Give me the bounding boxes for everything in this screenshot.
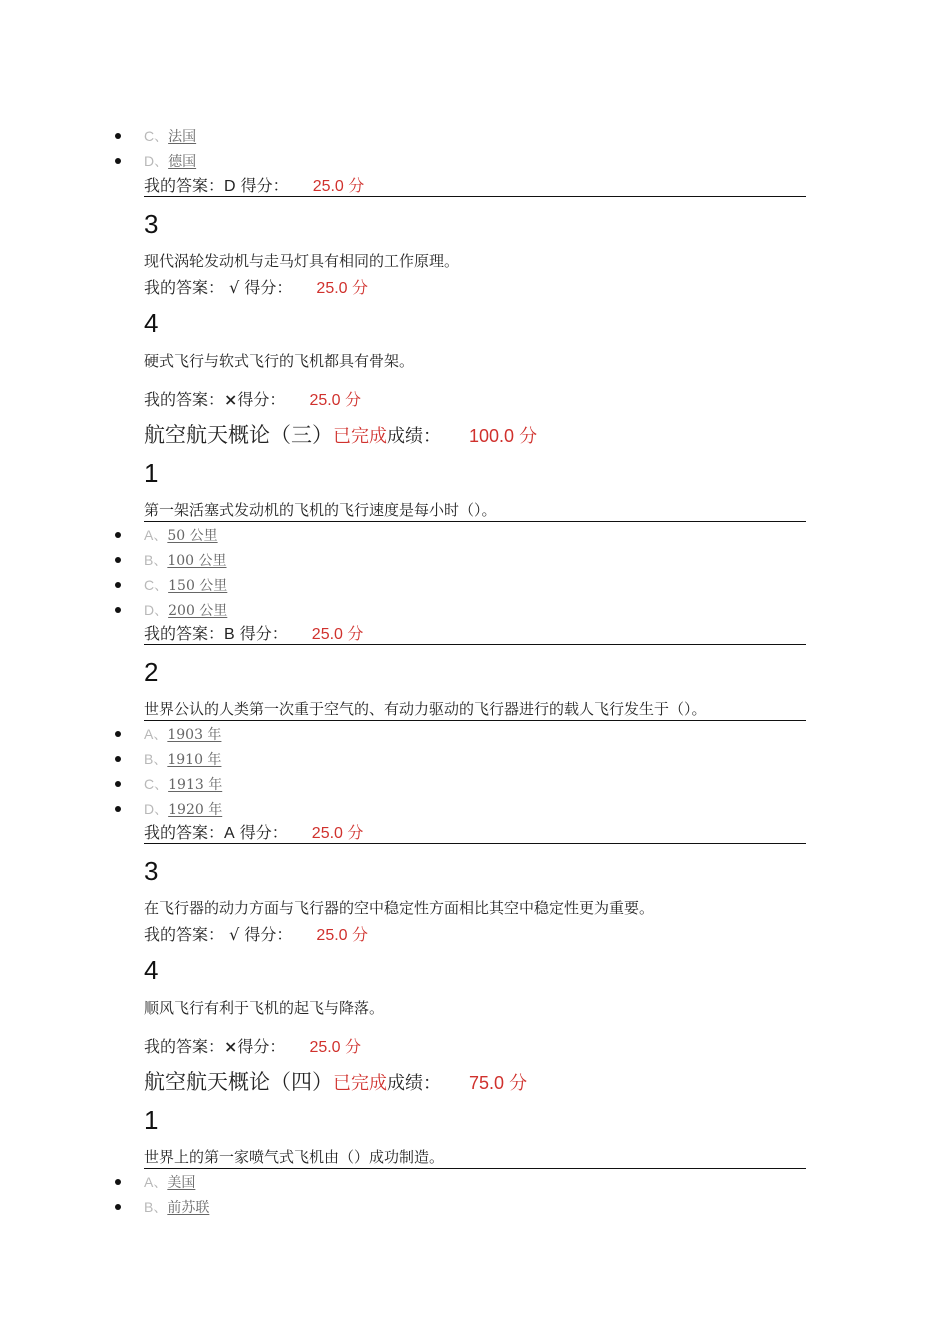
bullet xyxy=(115,1179,121,1185)
option-b[interactable]: B、100 公里 xyxy=(144,552,227,569)
section-title: 航空航天概论（三） xyxy=(144,423,333,447)
option-c[interactable]: C、1913 年 xyxy=(144,776,223,793)
option-text[interactable]: 美国 xyxy=(167,1175,196,1191)
question-number: 3 xyxy=(144,209,159,239)
question-number: 3 xyxy=(144,856,159,886)
question-number: 1 xyxy=(144,458,159,488)
status-badge: 已完成 xyxy=(333,426,387,447)
section-header: 航空航天概论（三）已完成成绩： 100.0 分 xyxy=(144,423,538,447)
divider xyxy=(144,196,806,197)
divider xyxy=(144,843,806,844)
score-value: 25.0 分 xyxy=(311,823,364,842)
option-text[interactable]: 德国 xyxy=(168,154,197,170)
option-text[interactable]: 50 公里 xyxy=(167,528,218,544)
my-answer: 我的答案： √ 得分： 25.0 分 xyxy=(144,278,369,297)
answer-cross-mark: × xyxy=(224,1037,238,1056)
answer-check-mark: √ xyxy=(229,278,240,297)
option-text[interactable]: 150 公里 xyxy=(168,578,228,594)
section-header: 航空航天概论（四）已完成成绩： 75.0 分 xyxy=(144,1070,528,1094)
grade-value: 75.0 分 xyxy=(469,1073,528,1094)
bullet xyxy=(115,607,121,613)
bullet xyxy=(115,1204,121,1210)
option-text[interactable]: 1903 年 xyxy=(167,727,222,743)
answer-cross-mark: × xyxy=(224,390,238,409)
bullet xyxy=(115,133,121,139)
option-text[interactable]: 200 公里 xyxy=(168,603,228,619)
my-answer: 我的答案：×得分： 25.0 分 xyxy=(144,1037,362,1056)
question-text: 第一架活塞式发动机的飞机的飞行速度是每小时（）。 xyxy=(144,501,497,519)
option-a[interactable]: A、50 公里 xyxy=(144,527,218,544)
score-value: 25.0 分 xyxy=(311,624,364,643)
bullet xyxy=(115,532,121,538)
question-number: 4 xyxy=(144,308,159,338)
question-text: 现代涡轮发动机与走马灯具有相同的工作原理。 xyxy=(144,252,460,270)
my-answer: 我的答案： √ 得分： 25.0 分 xyxy=(144,925,369,944)
question-number: 2 xyxy=(144,657,159,687)
option-d[interactable]: D、1920 年 xyxy=(144,801,223,818)
answer-value: D xyxy=(224,178,236,195)
my-answer: 我的答案：×得分： 25.0 分 xyxy=(144,390,362,409)
option-b[interactable]: B、1910 年 xyxy=(144,751,222,768)
option-text[interactable]: 1910 年 xyxy=(167,752,222,768)
question-text: 顺风飞行有利于飞机的起飞与降落。 xyxy=(144,999,385,1017)
my-answer: 我的答案：A 得分： 25.0 分 xyxy=(144,823,364,842)
option-c[interactable]: C、法国 xyxy=(144,128,197,145)
option-text[interactable]: 法国 xyxy=(168,129,197,145)
question-text: 硬式飞行与软式飞行的飞机都具有骨架。 xyxy=(144,352,415,370)
status-badge: 已完成 xyxy=(333,1073,387,1094)
bullet xyxy=(115,756,121,762)
answer-value: A xyxy=(224,825,235,842)
question-text: 在飞行器的动力方面与飞行器的空中稳定性方面相比其空中稳定性更为重要。 xyxy=(144,899,655,917)
bullet xyxy=(115,731,121,737)
option-text[interactable]: 前苏联 xyxy=(167,1200,210,1216)
divider xyxy=(144,644,806,645)
grade-value: 100.0 分 xyxy=(469,426,538,447)
bullet xyxy=(115,781,121,787)
my-answer: 我的答案：B 得分： 25.0 分 xyxy=(144,624,364,643)
divider xyxy=(144,1168,806,1169)
question-number: 4 xyxy=(144,955,159,985)
option-text[interactable]: 1913 年 xyxy=(168,777,223,793)
divider xyxy=(144,521,806,522)
bullet xyxy=(115,582,121,588)
bullet xyxy=(115,158,121,164)
divider xyxy=(144,720,806,721)
question-number: 1 xyxy=(144,1105,159,1135)
option-c[interactable]: C、150 公里 xyxy=(144,577,228,594)
answer-value: B xyxy=(224,626,235,643)
score-value: 25.0 分 xyxy=(309,390,362,409)
my-answer: 我的答案：D 得分： 25.0 分 xyxy=(144,176,365,195)
option-b[interactable]: B、前苏联 xyxy=(144,1199,210,1216)
option-text[interactable]: 100 公里 xyxy=(167,553,227,569)
option-d[interactable]: D、200 公里 xyxy=(144,602,228,619)
option-a[interactable]: A、1903 年 xyxy=(144,726,222,743)
bullet xyxy=(115,806,121,812)
score-value: 25.0 分 xyxy=(316,278,369,297)
option-text[interactable]: 1920 年 xyxy=(168,802,223,818)
question-text: 世界公认的人类第一次重于空气的、有动力驱动的飞行器进行的载人飞行发生于（）。 xyxy=(144,700,707,718)
section-title: 航空航天概论（四） xyxy=(144,1070,333,1094)
score-value: 25.0 分 xyxy=(316,925,369,944)
question-text: 世界上的第一家喷气式飞机由（）成功制造。 xyxy=(144,1148,445,1166)
score-value: 25.0 分 xyxy=(312,176,365,195)
score-value: 25.0 分 xyxy=(309,1037,362,1056)
answer-check-mark: √ xyxy=(229,925,240,944)
option-a[interactable]: A、美国 xyxy=(144,1174,196,1191)
bullet xyxy=(115,557,121,563)
option-d[interactable]: D、德国 xyxy=(144,153,197,170)
